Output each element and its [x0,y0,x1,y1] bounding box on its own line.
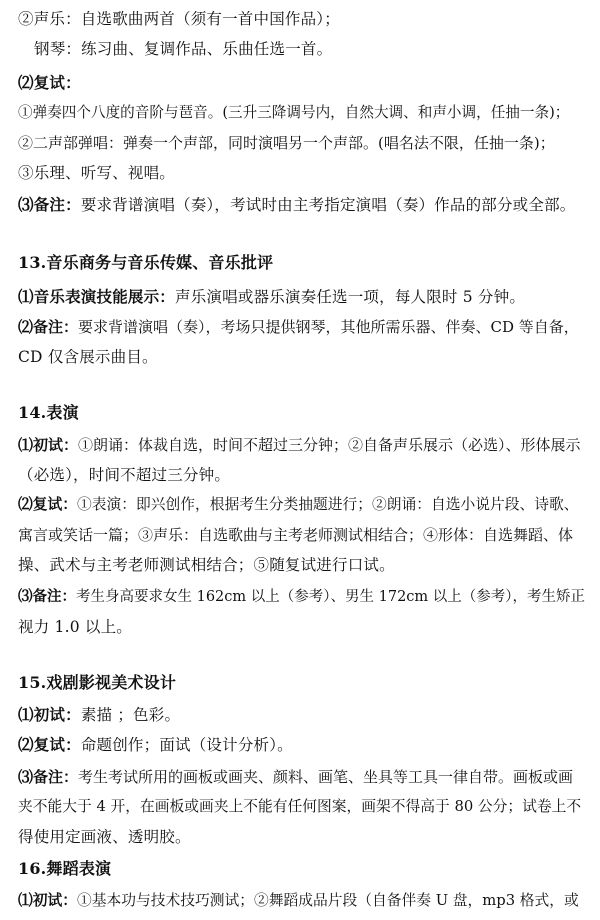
text-line [18,704,586,726]
text-line [18,826,586,848]
text-line [18,346,586,368]
line-text: 钢琴：练习曲、复调作品、乐曲任选一首。 [34,40,333,58]
line-text: 夹不能大于 4 开，在画板或画夹上不能有任何图案，画架不得高于 80 公分；试卷上不 [18,798,582,815]
text-line [18,890,586,912]
line-label: ⑴初试： [18,436,79,454]
line-text: 得使用定画液、透明胶。 [18,828,191,846]
text-line [18,494,586,516]
line-text: 寓言或笑话一篇；③声乐：自选歌曲与主考老师测试相结合；④形体：自选舞蹈、体 [18,526,574,544]
text-line [18,554,586,576]
line-text: 要求背谱演唱（奏），考试时由主考指定演唱（奏）作品的部分或全部。 [80,196,576,214]
text-line [18,132,586,154]
text-line [18,316,586,338]
line-text: （必选），时间不超过三分钟。 [18,466,231,484]
line-text: 命题创作；面试（设计分析）。 [80,736,293,754]
text-line [18,766,586,788]
text-line [18,586,586,608]
line-text: ①弹奏四个八度的音阶与琶音。(三升三降调号内，自然大调、和声小调，任抽一条)； [18,104,570,121]
line-label: ⑵复试： [18,735,81,754]
section-heading [18,252,586,274]
line-text: ①基本功与技术技巧测试；②舞蹈成品片段（自备伴奏 U 盘，mp3 格式，或 [77,892,579,909]
text-line [18,72,586,94]
heading-text: 13.音乐商务与音乐传媒、音乐批评 [18,253,274,272]
line-text: ③乐理、听写、视唱。 [18,164,176,182]
line-text: ①朗诵：体裁自选，时间不超过三分钟；②自备声乐展示（必选）、形体展示 [78,436,581,454]
text-line [34,38,586,60]
line-label: ⑶备注： [18,588,76,605]
line-label: ⑴初试： [18,705,81,724]
heading-text: 14.表演 [18,403,79,422]
line-label: ⑴初试： [18,892,77,909]
line-text: 考生考试所用的画板或画夹、颜料、画笔、坐具等工具一律自带。画板或画 [78,768,574,786]
line-text: CD 仅含展示曲目。 [18,348,158,366]
line-label: ⑵复试： [18,496,77,513]
section-heading [18,402,586,424]
line-text: ①表演：即兴创作，根据考生分类抽题进行；②朗诵：自选小说片段、诗歌、 [77,496,579,513]
text-line [18,524,586,546]
line-label: ⑵复试： [18,73,81,92]
section-heading [18,672,586,694]
line-label: ⑵备注： [18,318,79,336]
text-line [18,102,586,124]
line-text: 要求背谱演唱（奏），考场只提供钢琴，其他所需乐器、伴奏、CD 等自备， [78,318,579,336]
text-line [18,286,586,308]
text-line [18,434,586,456]
line-text: 视力 1.0 以上。 [18,618,133,636]
heading-text: 15.戏剧影视美术设计 [18,673,177,692]
text-line [18,8,586,30]
heading-text: 16.舞蹈表演 [18,859,112,878]
text-line [18,616,586,638]
line-text: 考生身高要求女生 162cm 以上（参考）、男生 172cm 以上（参考），考生矫正 [76,589,586,605]
line-text: 声乐演唱或器乐演奏任选一项，每人限时 5 分钟。 [175,288,526,306]
line-text: ②二声部弹唱：弹奏一个声部，同时演唱另一个声部。(唱名法不限，任抽一条)； [18,134,555,152]
line-text: ②声乐：自选歌曲两首（须有一首中国作品）； [18,10,340,28]
text-line [18,796,586,818]
line-text: 操、武术与主考老师测试相结合；⑤随复试进行口试。 [18,556,395,574]
section-heading [18,858,586,880]
text-line [18,734,586,756]
text-line [18,464,586,486]
line-text: 素描 ；色彩。 [80,706,181,724]
text-line [18,162,586,184]
line-label: ⑶备注： [18,768,79,786]
text-line [18,194,586,216]
line-label: ⑴音乐表演技能展示： [18,287,176,306]
line-label: ⑶备注： [18,195,81,214]
